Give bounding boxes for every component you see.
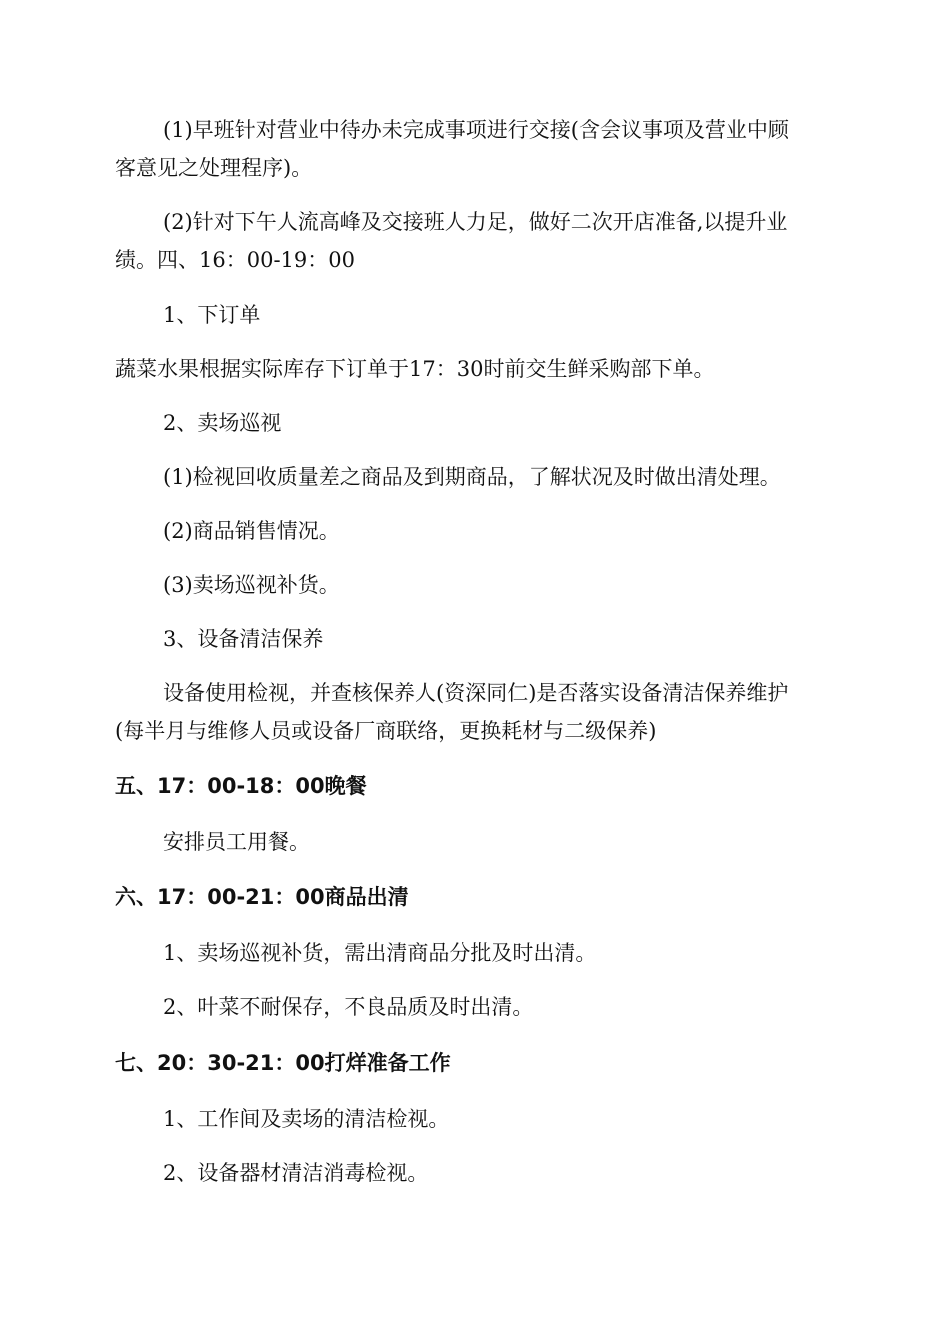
paragraph-line: 设备使用检视，并查核保养人(资深同仁)是否落实设备清洁保养维护 — [163, 681, 789, 705]
paragraph-line: 绩。四、16：00-19：00 — [115, 248, 355, 272]
list-item: 1、卖场巡视补货，需出清商品分批及时出清。 — [163, 941, 597, 965]
list-item: 2、卖场巡视 — [163, 411, 282, 435]
paragraph-line: 客意见之处理程序)。 — [115, 156, 313, 180]
paragraph-line: (每半月与维修人员或设备厂商联络，更换耗材与二级保养) — [115, 719, 657, 743]
paragraph-line: 蔬菜水果根据实际库存下订单于17：30时前交生鲜采购部下单。 — [115, 357, 715, 381]
list-item: 2、叶菜不耐保存，不良品质及时出清。 — [163, 995, 534, 1019]
list-item: 1、下订单 — [163, 303, 261, 327]
list-item: 2、设备器材清洁消毒检视。 — [163, 1161, 429, 1185]
list-item: 1、工作间及卖场的清洁检视。 — [163, 1107, 450, 1131]
section-heading: 六、17：00-21：00商品出清 — [115, 885, 409, 909]
list-item: (3)卖场巡视补货。 — [163, 573, 340, 597]
paragraph-line: (1)早班针对营业中待办未完成事项进行交接(含会议事项及营业中顾 — [163, 118, 789, 142]
paragraph-line: (2)针对下午人流高峰及交接班人力足，做好二次开店准备,以提升业 — [163, 210, 788, 234]
list-item: 3、设备清洁保养 — [163, 627, 324, 651]
paragraph-line: 安排员工用餐。 — [163, 830, 310, 854]
list-item: (1)检视回收质量差之商品及到期商品，了解状况及时做出清处理。 — [163, 465, 781, 489]
section-heading: 五、17：00-18：00晚餐 — [115, 774, 367, 798]
section-heading: 七、20：30-21：00打烊准备工作 — [115, 1051, 451, 1075]
list-item: (2)商品销售情况。 — [163, 519, 340, 543]
